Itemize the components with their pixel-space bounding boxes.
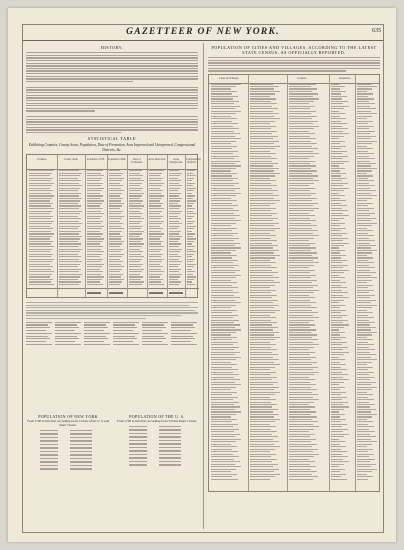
table-row	[27, 180, 199, 181]
stat-column-header: Acres Unimproved.	[169, 158, 183, 165]
text-line	[142, 333, 168, 334]
table-rule	[147, 155, 148, 297]
table-row	[115, 454, 199, 455]
statistical-table-heading: STATISTICAL TABLE	[87, 136, 137, 142]
table-row	[115, 440, 199, 441]
text-line	[26, 127, 198, 128]
table-row	[27, 193, 199, 194]
stat-column-header: Population 1860.	[108, 158, 126, 162]
text-line	[26, 132, 121, 133]
table-row	[115, 447, 199, 448]
table-rule	[85, 155, 86, 297]
text-line	[26, 78, 198, 79]
text-line	[113, 324, 135, 325]
text-line	[26, 305, 189, 306]
text-line	[55, 338, 79, 339]
statistical-table-subheading: Exhibiting Counties, County Seats, Population, Date of Formation, Area Improved and Unimproved, Congressional Districts, &c.	[28, 143, 196, 152]
text-line	[26, 322, 52, 323]
text-line	[142, 338, 166, 339]
header-rule	[23, 40, 383, 41]
text-line	[142, 322, 168, 323]
text-line	[113, 333, 139, 334]
table-row	[115, 426, 199, 427]
table-row	[27, 246, 199, 247]
text-line	[26, 73, 198, 74]
text-line	[26, 302, 198, 303]
table-rule	[127, 155, 128, 297]
table-row	[27, 284, 199, 285]
table-row	[115, 450, 199, 451]
table-row	[27, 231, 199, 232]
text-line	[55, 336, 77, 337]
page-title: GAZETTEER OF NEW YORK.	[126, 27, 280, 37]
text-line	[171, 322, 197, 323]
table-row	[27, 269, 199, 270]
table-row	[27, 249, 199, 250]
table-row	[27, 195, 199, 196]
table-row	[27, 213, 199, 214]
text-line	[171, 327, 195, 328]
text-line	[84, 338, 108, 339]
text-line	[26, 92, 198, 93]
text-line	[142, 324, 164, 325]
text-line	[113, 344, 139, 345]
table-row	[27, 236, 199, 237]
text-line	[55, 330, 75, 331]
text-line	[84, 330, 104, 331]
text-line	[84, 324, 106, 325]
text-line	[208, 65, 380, 66]
text-line	[171, 341, 191, 342]
text-line	[26, 344, 52, 345]
text-line	[26, 338, 50, 339]
table-row	[27, 259, 199, 260]
text-line	[84, 333, 110, 334]
text-line	[142, 341, 162, 342]
text-line	[26, 129, 198, 130]
text-line	[26, 55, 198, 56]
text-line	[26, 63, 198, 64]
table-row	[27, 276, 199, 277]
text-line	[26, 60, 198, 61]
text-line	[84, 327, 108, 328]
cities-heading: POPULATION OF CITIES AND VILLAGES, ACCORDING TO THE LATEST STATE CENSUS, AS OFFICIALLY REPORTED.	[211, 45, 377, 55]
table-row	[26, 447, 110, 448]
table-row	[27, 203, 199, 204]
table-row	[27, 251, 199, 252]
population-us-title: POPULATION OF THE U. S.	[129, 414, 185, 419]
table-row	[26, 461, 110, 462]
text-line	[26, 119, 198, 120]
stat-column-header: County Seats.	[63, 158, 79, 162]
text-line	[26, 81, 133, 82]
statistical-table-total-row	[27, 288, 199, 297]
text-line	[142, 336, 164, 337]
table-row	[27, 198, 199, 199]
text-line	[84, 336, 106, 337]
table-row	[27, 190, 199, 191]
text-line	[26, 336, 48, 337]
text-line	[26, 310, 195, 311]
text-line	[84, 341, 104, 342]
table-row	[27, 281, 199, 282]
table-notes	[26, 302, 198, 319]
table-row	[27, 216, 199, 217]
text-line	[26, 52, 198, 53]
table-rule	[57, 155, 58, 297]
text-line	[208, 57, 380, 58]
table-row	[26, 437, 110, 438]
table-row	[27, 261, 199, 262]
text-line	[171, 333, 197, 334]
table-row	[27, 200, 199, 201]
population-ny-title: POPULATION OF NEW YORK	[38, 414, 98, 419]
table-row	[115, 461, 199, 462]
table-row	[27, 271, 199, 272]
table-row	[26, 440, 110, 441]
text-line	[84, 344, 110, 345]
table-row	[27, 170, 199, 171]
population-us-section	[115, 414, 199, 486]
text-line	[26, 108, 198, 109]
table-row	[27, 274, 199, 275]
table-row	[27, 256, 199, 257]
text-line	[26, 121, 198, 122]
table-row	[27, 178, 199, 179]
table-rule	[248, 75, 249, 491]
population-ny-table	[26, 430, 110, 490]
text-line	[208, 62, 380, 63]
text-line	[171, 324, 193, 325]
page-frame	[22, 24, 384, 533]
table-row	[27, 228, 199, 229]
text-line	[26, 76, 198, 77]
table-row	[27, 241, 199, 242]
cities-population-table	[208, 74, 380, 492]
table-row	[27, 211, 199, 212]
table-row	[27, 221, 199, 222]
summary-column	[26, 322, 52, 347]
summary-column	[55, 322, 81, 347]
text-line	[113, 327, 137, 328]
table-row	[27, 279, 199, 280]
table-row	[27, 173, 199, 174]
text-line	[26, 105, 198, 106]
stat-column-header: Congressional Districts.	[186, 158, 201, 165]
text-line	[55, 341, 75, 342]
text-line	[26, 318, 146, 319]
text-line	[113, 330, 133, 331]
page-number: 635	[372, 28, 381, 34]
text-line	[171, 336, 193, 337]
table-row	[27, 264, 199, 265]
summary-column	[84, 322, 110, 347]
table-rule	[185, 155, 186, 297]
table-row	[27, 238, 199, 239]
population-ny-subtitle: From 1790 to this time, according to the Census of the U. S. and State Census.	[26, 419, 110, 427]
table-row	[115, 464, 199, 465]
text-line	[55, 344, 81, 345]
text-line	[113, 336, 135, 337]
text-line	[26, 327, 50, 328]
text-line	[26, 324, 48, 325]
text-line	[26, 57, 198, 58]
notes-summary-table	[26, 322, 198, 352]
text-line	[26, 116, 198, 117]
text-line	[26, 100, 198, 101]
summary-column	[142, 322, 168, 347]
text-line	[26, 97, 198, 98]
table-rule	[329, 75, 330, 491]
table-row	[26, 430, 110, 431]
text-line	[171, 344, 197, 345]
stat-column-header: Counties.	[37, 158, 47, 162]
table-row	[27, 254, 199, 255]
stat-column-header: Population 1870.	[87, 158, 105, 162]
text-line	[26, 68, 198, 69]
table-row	[27, 175, 199, 176]
table-row	[27, 266, 199, 267]
population-us-table	[115, 426, 199, 486]
table-row	[115, 429, 199, 430]
text-line	[171, 338, 195, 339]
table-row	[26, 451, 110, 452]
text-line	[142, 327, 166, 328]
table-row	[115, 436, 199, 437]
table-rule	[355, 75, 356, 491]
text-line	[142, 330, 162, 331]
stat-column-header: Date of Formation.	[131, 158, 143, 165]
population-ny-section	[26, 414, 110, 490]
text-line	[26, 330, 46, 331]
table-row	[26, 444, 110, 445]
table-row	[115, 457, 199, 458]
text-line	[113, 341, 133, 342]
table-rule	[107, 155, 108, 297]
summary-column	[113, 322, 139, 347]
table-row	[26, 465, 110, 466]
text-line	[26, 124, 198, 125]
statistical-table-header	[27, 155, 201, 170]
summary-column	[171, 322, 197, 347]
table-row	[27, 233, 199, 234]
history-heading: HISTORY.	[100, 45, 124, 50]
text-line	[55, 324, 77, 325]
cities-table-header	[209, 75, 379, 84]
text-line	[26, 87, 198, 88]
stat-column-header: Acres Improved.	[148, 158, 166, 162]
text-line	[26, 333, 52, 334]
text-line	[26, 70, 198, 71]
population-us-subtitle: From 1790 to this time, according to the United States Census.	[116, 419, 198, 423]
table-row	[27, 218, 199, 219]
text-line	[55, 322, 81, 323]
table-row	[27, 183, 199, 184]
text-line	[26, 312, 198, 313]
text-line	[26, 110, 95, 111]
text-line	[26, 307, 198, 308]
table-row	[27, 205, 199, 206]
table-row	[115, 443, 199, 444]
history-text	[26, 52, 198, 133]
statistical-table-body	[27, 170, 199, 288]
table-row	[27, 208, 199, 209]
table-rule	[287, 75, 288, 491]
left-column	[26, 44, 201, 352]
cities-intro-text	[208, 57, 380, 72]
table-row	[27, 243, 199, 244]
text-line	[55, 333, 81, 334]
table-row	[27, 223, 199, 224]
text-line	[84, 322, 110, 323]
table-row	[115, 433, 199, 434]
city-column-header: Population.	[339, 76, 351, 80]
text-line	[26, 315, 181, 316]
text-line	[208, 70, 346, 71]
table-row	[27, 226, 199, 227]
text-line	[208, 68, 380, 69]
table-row	[27, 188, 199, 189]
table-row	[26, 468, 110, 469]
city-column-header: Counties.	[297, 76, 307, 80]
right-column	[208, 44, 380, 492]
statistical-table	[26, 154, 201, 298]
text-line	[26, 89, 198, 90]
text-line	[26, 103, 198, 104]
text-line	[26, 65, 198, 66]
column-divider	[203, 43, 204, 529]
text-line	[142, 344, 168, 345]
text-line	[26, 95, 198, 96]
text-line	[208, 60, 380, 61]
table-row	[26, 458, 110, 459]
text-line	[113, 338, 137, 339]
text-line	[26, 341, 46, 342]
atlas-page	[8, 8, 396, 542]
text-line	[171, 330, 191, 331]
city-column-header: Cities and Villages.	[219, 76, 240, 80]
table-rule	[167, 155, 168, 297]
table-row	[27, 185, 199, 186]
text-line	[55, 327, 79, 328]
text-line	[113, 322, 139, 323]
table-row	[26, 433, 110, 434]
table-row	[26, 454, 110, 455]
